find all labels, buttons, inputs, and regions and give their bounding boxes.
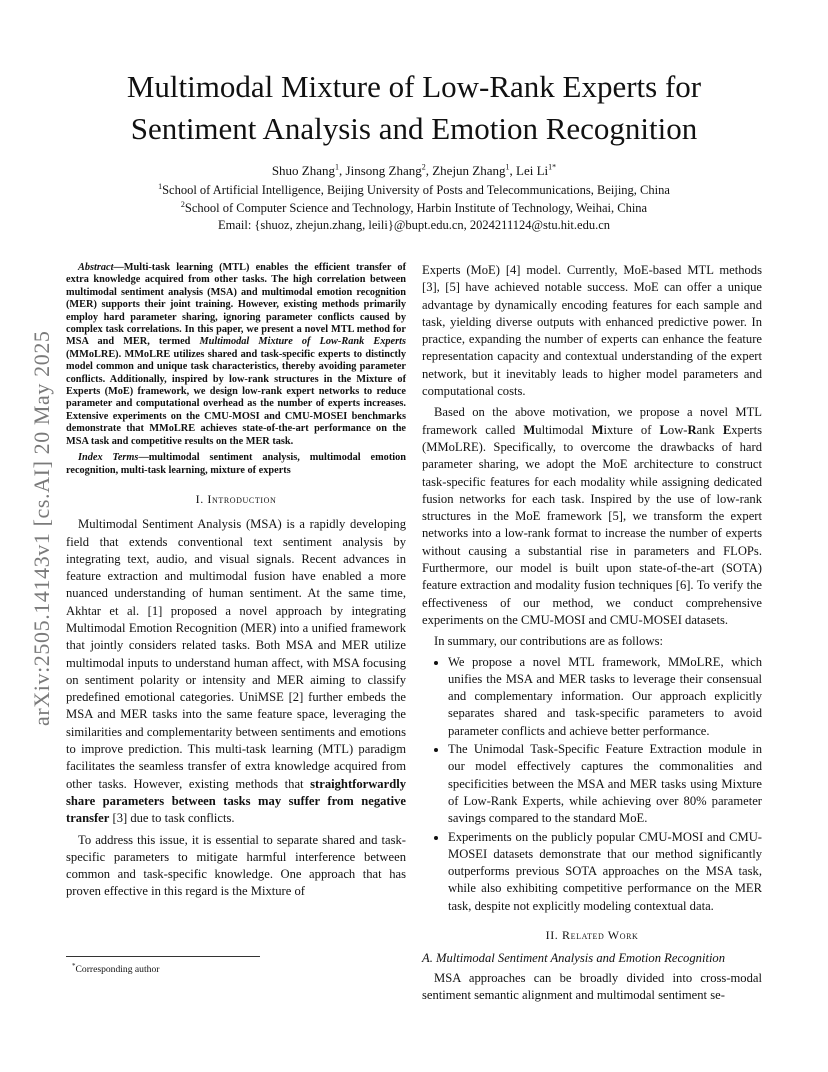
- footnote-text: Corresponding author: [75, 964, 160, 976]
- abstract-emphasis: Multimodal Mixture of Low-Rank Experts: [199, 336, 406, 348]
- affiliation-text: School of Computer Science and Technology, Harbin Institute of Technology, Weihai, China: [184, 201, 648, 215]
- abstract-text-1: —Multi-task learning (MTL) enables the efficient transfer of extra knowledge acquired from other tasks. The high correlation between multimodal sentiment analysis (MSA) and multimodal emotion recognition (MER) supports their joint training. However, existing methods primarily employ hard parameter sharing, ignoring parameter conflicts caused by complex task correlations. In this paper, we present a novel MTL method for MSA and MER, termed: [66, 262, 406, 348]
- affiliation-sup: 1: [158, 181, 163, 191]
- author-sup: 1*: [548, 162, 557, 172]
- author-sep: ,: [339, 163, 346, 178]
- list-item: • We propose a novel MTL framework, MMoLRE, which unifies the MSA and MER tasks to leverage their consensual and complementary information. Our approach explicitly separates shared and task-specific parameters to avoid parameter conflicts and achieve better performance.: [448, 654, 762, 740]
- intro-p1-bold: straightforwardly share parameters between tasks may suffer from negative transfer: [66, 776, 406, 826]
- author-sup: 1: [335, 162, 340, 172]
- intro-p1-text: Multimodal Sentiment Analysis (MSA) is a rapidly developing field that extends conventional text sentiment analysis by integrating text, audio, and visual signals. Recent advances in feature extraction and multimodal fusion have enabled a more nuanced understanding of human sentiment. At the same time, Akhtar et al. [1] proposed a novel approach by integrating Multimodal Emotion Recognition (MER) into a unified framework that jointly considers related tasks. Both MSA and MER utilize multimodal inputs to understand human affect, with MSA focusing on sentiment polarity or intensity and MER aiming to classify predefined emotional categories. UniMSE [2] further embeds the MSA and MER tasks into the same feature space, leveraging the similarities and complementarity between sentiments and emotions to improve prediction. This multi-task learning (MTL) paradigm facilitates the seamless transfer of extra knowledge acquired from other tasks. However, existing methods that: [66, 517, 406, 791]
- subsection-heading: A. Multimodal Sentiment Analysis and Emotion Recognition: [422, 951, 726, 966]
- acronym-letter: L: [659, 422, 668, 437]
- author-sup: 1: [505, 162, 510, 172]
- list-item: • The Unimodal Task-Specific Feature Extraction module in our model effectively captures the commonalities and specificities between the MSA and MER tasks using Mixture of Low-Rank Experts, while achieving over 80% parameter savings compared to the standard MoE.: [448, 741, 762, 827]
- contribution-list: [422, 654, 762, 915]
- affiliation-text: School of Artificial Intelligence, Beijing University of Posts and Telecommunications, Beijing, China: [162, 183, 670, 197]
- index-terms-text: —multimodal sentiment analysis, multimodal emotion recognition, multi-task learning, mixture of experts: [66, 452, 406, 476]
- footnote-mark: *: [72, 962, 76, 970]
- affiliation-1: [40, 181, 788, 199]
- acronym-letter: E: [722, 422, 732, 437]
- title-line-1: Multimodal Mixture of Low-Rank Experts for: [126, 69, 702, 104]
- intro-paragraph-3: [422, 404, 762, 629]
- index-terms: [66, 452, 406, 477]
- intro-p1-end: [3] due to task conflicts.: [109, 811, 235, 826]
- affiliation-2: [40, 199, 788, 217]
- abstract: [66, 262, 406, 448]
- acronym-rest: ow-: [667, 422, 688, 437]
- abstract-label: Abstract: [78, 262, 114, 273]
- paper-title: [40, 66, 788, 150]
- author: Zhejun Zhang: [432, 163, 506, 178]
- author: Jinsong Zhang: [345, 163, 422, 178]
- intro-paragraph-1: [66, 516, 406, 827]
- acronym-rest: ultimodal: [535, 422, 592, 437]
- left-column: [66, 262, 406, 901]
- intro-paragraph-2-cont: Experts (MoE) [4] model. Currently, MoE-based MTL methods [3], [5] have achieved notable success. MoE can offer a unique advantage by dynamically encoding features for each sample and task, yielding diverse outputs with enhanced predictive power. In practice, expanding the number of experts can enhance the feature representation capacity and contextual understanding of the expert network, but it inevitably leads to higher model parameters and computational costs.: [422, 263, 762, 399]
- affiliation-sup: 2: [180, 199, 185, 209]
- right-column: [422, 262, 762, 1004]
- author-sep: ,: [509, 163, 517, 178]
- mmolre-expansion: [523, 423, 762, 437]
- acronym-letter: M: [591, 422, 604, 437]
- title-line-2: Sentiment Analysis and Emotion Recognition: [130, 111, 698, 146]
- acronym-letter: M: [523, 422, 536, 437]
- section-heading-related-work: II. Related Work: [545, 927, 639, 942]
- abstract-text-2: (MMoLRE). MMoLRE utilizes shared and task-specific experts to distinctly model common and unique task characteristics, thereby avoiding parameter conflicts. Additionally, inspired by low-rank structures in the Mixture of Experts (MoE) framework, we design low-rank expert networks to reduce parameter and computational overhead as the number of experts increases. Extensive experiments on the CMU-MOSI and CMU-MOSEI benchmarks demonstrate that MMoLRE achieves state-of-the-art performance on the MSA task and competitive results on the MER task.: [66, 348, 406, 447]
- index-terms-label: Index Terms: [78, 452, 139, 464]
- list-item: • Experiments on the publicly popular CMU-MOSI and CMU-MOSEI datasets demonstrate that our method significantly outperforms previous SOTA approaches on the MSA task, while also exhibiting competitive performance on the MER task, despite not explicitly modeling contextual data.: [448, 829, 762, 915]
- author-list: [40, 162, 788, 180]
- author: Lei Li: [516, 163, 549, 178]
- footnote: [72, 960, 159, 976]
- acronym-letter: R: [687, 422, 697, 437]
- footnote-divider: [66, 956, 260, 957]
- arxiv-side-watermark: arXiv:2505.14143v1 [cs.AI] 20 May 2025: [29, 330, 54, 726]
- author-sup: 2: [421, 162, 426, 172]
- intro-paragraph-4: In summary, our contributions are as follows:: [434, 634, 663, 649]
- email-line: Email: {shuoz, zhejun.zhang, leili}@bupt.edu.cn, 2024211124@stu.hit.edu.cn: [217, 218, 610, 232]
- author-sep: ,: [425, 163, 433, 178]
- acronym-rest: ixture of: [603, 422, 660, 437]
- acronym-rest: ank: [696, 422, 723, 437]
- intro-p3-text: Based on the above motivation, we propose a novel MTL framework called: [422, 405, 762, 437]
- acronym-rest: xperts: [731, 422, 763, 437]
- related-paragraph-1: MSA approaches can be broadly divided into cross-modal sentiment semantic alignment and multimodal sentiment se-: [422, 970, 762, 1002]
- intro-p3-text-2: (MMoLRE). Specifically, to overcome the drawbacks of hard parameter sharing, we adopt the MoE architecture to construct task-specific features for each modality while assigning dedicated fusion networks for each task. Inspired by the use of low-rank structures in the MoE framework [5], we transform the expert networks into a low-rank format to increase the number of experts without causing a substantial rise in parameters and FLOPs. Furthermore, our model is built upon state-of-the-art (SOTA) feature extraction and modality fusion techniques [6]. To verify the effectiveness of our method, we conduct comprehensive experiments on the CMU-MOSI and CMU-MOSEI datasets.: [422, 439, 762, 627]
- intro-paragraph-2: To address this issue, it is essential to separate shared and task-specific parameters to mitigate harmful interference between common and task-specific knowledge. One approach that has proven effective in this regard is the Mixture of: [66, 832, 406, 899]
- author: Shuo Zhang: [271, 163, 336, 178]
- section-heading-introduction: I. Introduction: [195, 491, 277, 506]
